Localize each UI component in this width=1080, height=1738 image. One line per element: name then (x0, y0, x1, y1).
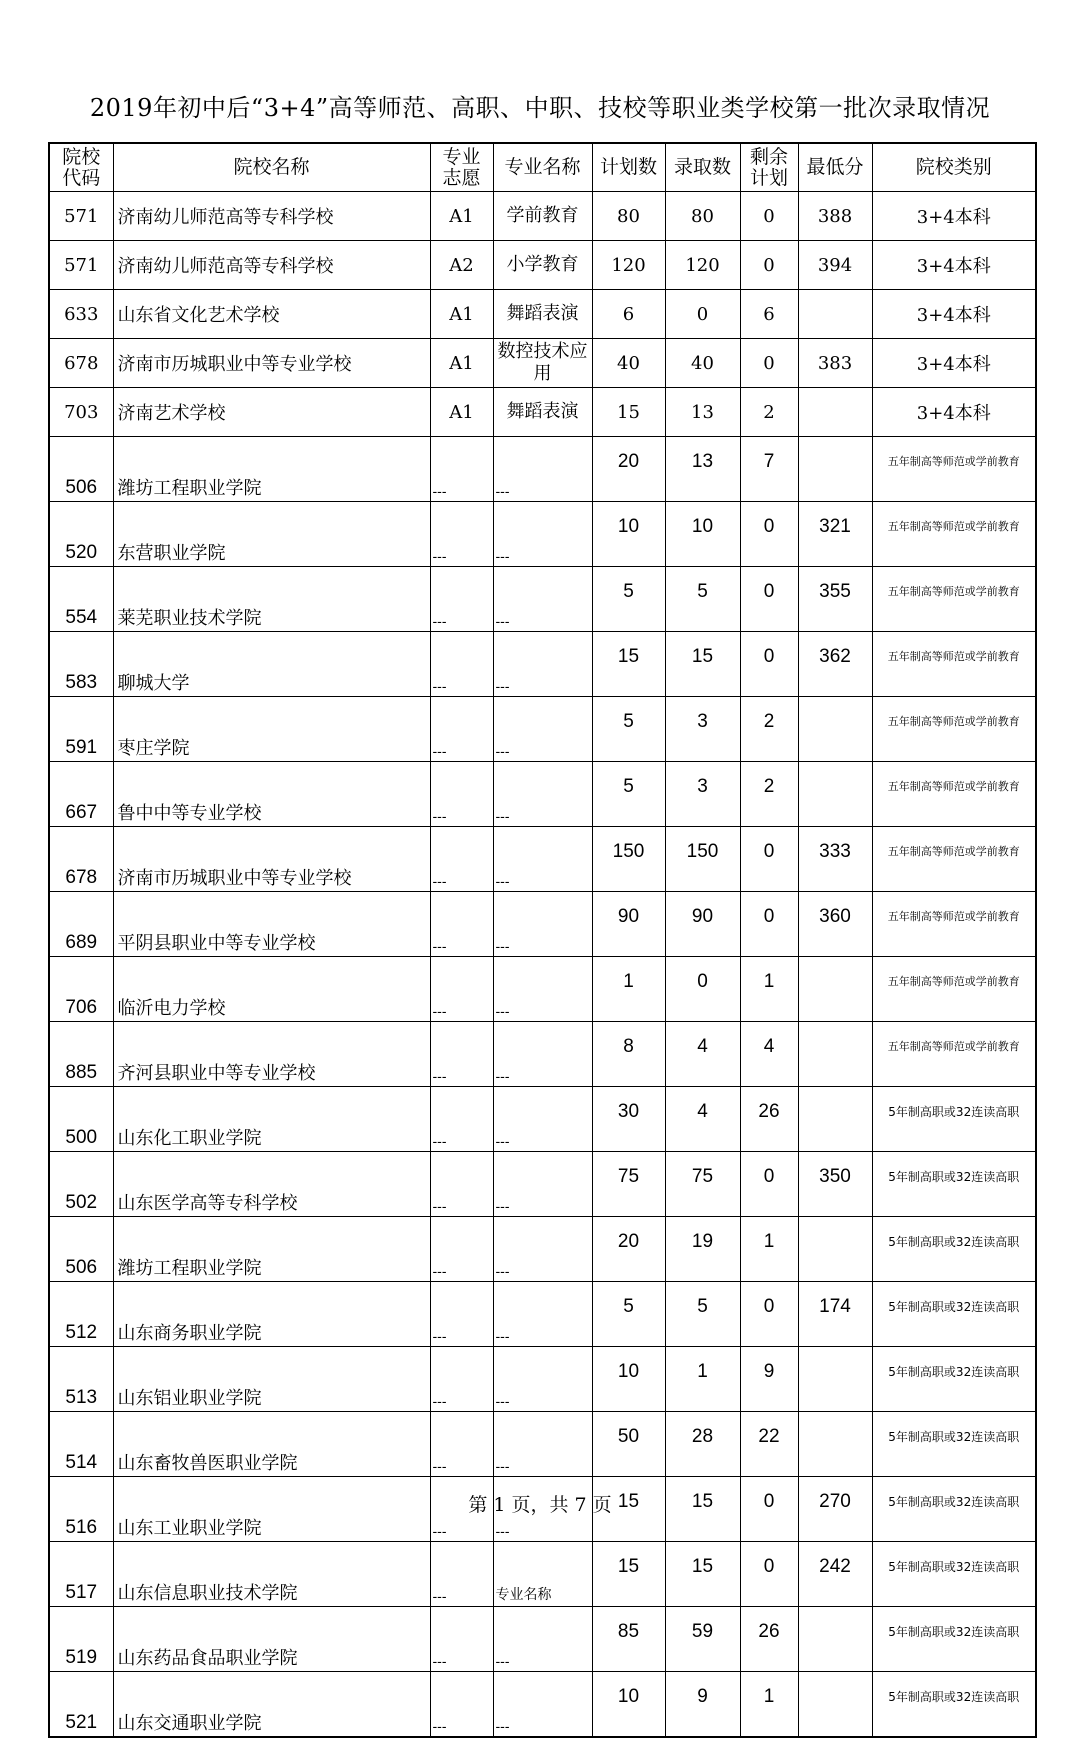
cell-admitted: 4 (665, 1087, 740, 1152)
cell-category: 3+4本科 (872, 241, 1036, 290)
cell-min-score: 270 (798, 1477, 872, 1542)
cell-min-score (798, 957, 872, 1022)
cell-code: 514 (49, 1412, 113, 1477)
cell-code: 703 (49, 388, 113, 437)
cell-school-name: 山东医学高等专科学校 (113, 1152, 430, 1217)
cell-min-score (798, 1412, 872, 1477)
cell-category: 3+4本科 (872, 388, 1036, 437)
cell-plan: 15 (592, 632, 665, 697)
cell-category: 五年制高等师范或学前教育 (872, 632, 1036, 697)
cell-min-score (798, 1672, 872, 1738)
cell-category: 五年制高等师范或学前教育 (872, 697, 1036, 762)
table-row (49, 1347, 1036, 1412)
cell-major: --- (493, 1152, 592, 1217)
cell-min-score: 360 (798, 892, 872, 957)
cell-school-name: 山东省文化艺术学校 (113, 290, 430, 339)
cell-school-name: 济南幼儿师范高等专科学校 (113, 241, 430, 290)
cell-remaining: 22 (740, 1412, 798, 1477)
cell-admitted: 120 (665, 241, 740, 290)
cell-min-score: 355 (798, 567, 872, 632)
cell-plan: 10 (592, 1672, 665, 1738)
cell-admitted: 5 (665, 1282, 740, 1347)
cell-volunteer: --- (430, 437, 493, 502)
cell-volunteer: A2 (430, 241, 493, 290)
table-row (49, 1217, 1036, 1282)
cell-category: 五年制高等师范或学前教育 (872, 437, 1036, 502)
cell-min-score (798, 762, 872, 827)
table-row (49, 1282, 1036, 1347)
cell-code: 512 (49, 1282, 113, 1347)
cell-school-name: 平阴县职业中等专业学校 (113, 892, 430, 957)
cell-remaining: 2 (740, 762, 798, 827)
cell-school-name: 山东铝业职业学院 (113, 1347, 430, 1412)
cell-admitted: 59 (665, 1607, 740, 1672)
cell-code: 554 (49, 567, 113, 632)
header-min-score: 最低分 (798, 143, 872, 192)
cell-category: 五年制高等师范或学前教育 (872, 827, 1036, 892)
cell-remaining: 1 (740, 1672, 798, 1738)
cell-major: --- (493, 1412, 592, 1477)
cell-major: 学前教育 (493, 192, 592, 241)
cell-admitted: 19 (665, 1217, 740, 1282)
cell-volunteer: --- (430, 1087, 493, 1152)
cell-code: 513 (49, 1347, 113, 1412)
header-name: 院校名称 (113, 143, 430, 192)
cell-code: 521 (49, 1672, 113, 1738)
cell-volunteer: --- (430, 1607, 493, 1672)
cell-plan: 5 (592, 1282, 665, 1347)
cell-remaining: 4 (740, 1022, 798, 1087)
cell-plan: 90 (592, 892, 665, 957)
cell-school-name: 济南市历城职业中等专业学校 (113, 339, 430, 388)
header-volunteer: 专业志愿 (430, 143, 493, 192)
cell-plan: 85 (592, 1607, 665, 1672)
cell-school-name: 济南幼儿师范高等专科学校 (113, 192, 430, 241)
table-row (49, 339, 1036, 388)
table-row (49, 632, 1036, 697)
cell-category: 5年制高职或32连读高职 (872, 1087, 1036, 1152)
cell-min-score: 333 (798, 827, 872, 892)
cell-plan: 30 (592, 1087, 665, 1152)
cell-category: 5年制高职或32连读高职 (872, 1217, 1036, 1282)
cell-volunteer: --- (430, 892, 493, 957)
page-title: 2019年初中后“3+4”高等师范、高职、中职、技校等职业类学校第一批次录取情况 (89, 94, 991, 122)
cell-major: --- (493, 957, 592, 1022)
cell-code: 506 (49, 437, 113, 502)
cell-category: 5年制高职或32连读高职 (872, 1282, 1036, 1347)
cell-category: 5年制高职或32连读高职 (872, 1347, 1036, 1412)
table-row (49, 290, 1036, 339)
cell-category: 五年制高等师范或学前教育 (872, 567, 1036, 632)
cell-remaining: 26 (740, 1087, 798, 1152)
cell-min-score (798, 1607, 872, 1672)
cell-code: 517 (49, 1542, 113, 1607)
cell-admitted: 1 (665, 1347, 740, 1412)
cell-remaining: 2 (740, 697, 798, 762)
cell-major: --- (493, 1282, 592, 1347)
cell-major: --- (493, 1477, 592, 1542)
cell-plan: 5 (592, 762, 665, 827)
cell-min-score: 394 (798, 241, 872, 290)
cell-remaining: 1 (740, 957, 798, 1022)
cell-volunteer: --- (430, 762, 493, 827)
cell-remaining: 0 (740, 339, 798, 388)
cell-volunteer: --- (430, 1347, 493, 1412)
cell-remaining: 26 (740, 1607, 798, 1672)
cell-category: 5年制高职或32连读高职 (872, 1542, 1036, 1607)
cell-min-score (798, 697, 872, 762)
cell-plan: 15 (592, 1542, 665, 1607)
cell-plan: 10 (592, 1347, 665, 1412)
cell-school-name: 鲁中中等专业学校 (113, 762, 430, 827)
cell-code: 678 (49, 339, 113, 388)
cell-volunteer: --- (430, 1477, 493, 1542)
cell-major: 数控技术应用 (493, 339, 592, 388)
cell-major: 专业名称 (493, 1542, 592, 1607)
cell-major: --- (493, 892, 592, 957)
cell-code: 502 (49, 1152, 113, 1217)
table-row (49, 892, 1036, 957)
cell-admitted: 15 (665, 1477, 740, 1542)
cell-category: 五年制高等师范或学前教育 (872, 762, 1036, 827)
cell-school-name: 枣庄学院 (113, 697, 430, 762)
cell-category: 五年制高等师范或学前教育 (872, 957, 1036, 1022)
cell-plan: 6 (592, 290, 665, 339)
header-code: 院校代码 (49, 143, 113, 192)
table-row (49, 1087, 1036, 1152)
cell-plan: 75 (592, 1152, 665, 1217)
cell-admitted: 28 (665, 1412, 740, 1477)
cell-category: 5年制高职或32连读高职 (872, 1412, 1036, 1477)
header-remaining: 剩余计划 (740, 143, 798, 192)
cell-school-name: 潍坊工程职业学院 (113, 1217, 430, 1282)
cell-min-score: 388 (798, 192, 872, 241)
cell-volunteer: --- (430, 957, 493, 1022)
table-row (49, 388, 1036, 437)
cell-category: 五年制高等师范或学前教育 (872, 892, 1036, 957)
cell-min-score: 362 (798, 632, 872, 697)
cell-code: 667 (49, 762, 113, 827)
cell-min-score: 321 (798, 502, 872, 567)
cell-plan: 120 (592, 241, 665, 290)
table-row (49, 192, 1036, 241)
cell-volunteer: A1 (430, 192, 493, 241)
cell-plan: 8 (592, 1022, 665, 1087)
cell-major: --- (493, 762, 592, 827)
cell-school-name: 山东商务职业学院 (113, 1282, 430, 1347)
cell-major: --- (493, 567, 592, 632)
cell-major: --- (493, 1022, 592, 1087)
cell-min-score (798, 1217, 872, 1282)
cell-category: 3+4本科 (872, 192, 1036, 241)
cell-school-name: 济南艺术学校 (113, 388, 430, 437)
cell-min-score (798, 290, 872, 339)
cell-admitted: 80 (665, 192, 740, 241)
cell-volunteer: --- (430, 1672, 493, 1738)
cell-min-score (798, 1347, 872, 1412)
cell-code: 519 (49, 1607, 113, 1672)
cell-school-name: 山东交通职业学院 (113, 1672, 430, 1738)
cell-volunteer: --- (430, 1412, 493, 1477)
cell-plan: 80 (592, 192, 665, 241)
cell-plan: 15 (592, 1477, 665, 1542)
cell-remaining: 0 (740, 1282, 798, 1347)
cell-volunteer: --- (430, 1217, 493, 1282)
cell-plan: 40 (592, 339, 665, 388)
cell-major: --- (493, 1347, 592, 1412)
header-major: 专业名称 (493, 143, 592, 192)
cell-admitted: 0 (665, 290, 740, 339)
cell-remaining: 2 (740, 388, 798, 437)
cell-volunteer: --- (430, 1022, 493, 1087)
cell-admitted: 150 (665, 827, 740, 892)
cell-code: 500 (49, 1087, 113, 1152)
cell-remaining: 0 (740, 1542, 798, 1607)
cell-code: 706 (49, 957, 113, 1022)
cell-volunteer: --- (430, 502, 493, 567)
cell-volunteer: --- (430, 567, 493, 632)
cell-remaining: 0 (740, 632, 798, 697)
cell-admitted: 10 (665, 502, 740, 567)
cell-category: 五年制高等师范或学前教育 (872, 1022, 1036, 1087)
table-row (49, 762, 1036, 827)
cell-volunteer: --- (430, 1282, 493, 1347)
table-row (49, 1022, 1036, 1087)
cell-school-name: 山东畜牧兽医职业学院 (113, 1412, 430, 1477)
cell-code: 571 (49, 192, 113, 241)
table-row (49, 957, 1036, 1022)
cell-volunteer: --- (430, 1542, 493, 1607)
cell-major: --- (493, 1087, 592, 1152)
table-row (49, 697, 1036, 762)
cell-major: --- (493, 1217, 592, 1282)
cell-volunteer: A1 (430, 290, 493, 339)
cell-major: 舞蹈表演 (493, 290, 592, 339)
cell-admitted: 0 (665, 957, 740, 1022)
cell-volunteer: --- (430, 1152, 493, 1217)
cell-remaining: 0 (740, 192, 798, 241)
cell-code: 689 (49, 892, 113, 957)
cell-admitted: 15 (665, 632, 740, 697)
cell-plan: 1 (592, 957, 665, 1022)
cell-admitted: 75 (665, 1152, 740, 1217)
cell-admitted: 5 (665, 567, 740, 632)
cell-school-name: 山东工业职业学院 (113, 1477, 430, 1542)
cell-admitted: 40 (665, 339, 740, 388)
cell-school-name: 莱芜职业技术学院 (113, 567, 430, 632)
table-row (49, 827, 1036, 892)
cell-plan: 10 (592, 502, 665, 567)
cell-admitted: 3 (665, 762, 740, 827)
table-header-row (49, 143, 1036, 192)
cell-major: --- (493, 1672, 592, 1738)
cell-min-score: 242 (798, 1542, 872, 1607)
cell-plan: 15 (592, 388, 665, 437)
cell-admitted: 15 (665, 1542, 740, 1607)
header-admitted: 录取数 (665, 143, 740, 192)
cell-school-name: 潍坊工程职业学院 (113, 437, 430, 502)
cell-remaining: 0 (740, 1152, 798, 1217)
header-category: 院校类别 (872, 143, 1036, 192)
cell-code: 516 (49, 1477, 113, 1542)
cell-min-score (798, 437, 872, 502)
cell-code: 571 (49, 241, 113, 290)
cell-remaining: 0 (740, 502, 798, 567)
table-row (49, 437, 1036, 502)
cell-code: 885 (49, 1022, 113, 1087)
cell-category: 五年制高等师范或学前教育 (872, 502, 1036, 567)
cell-remaining: 0 (740, 827, 798, 892)
cell-category: 5年制高职或32连读高职 (872, 1477, 1036, 1542)
cell-code: 591 (49, 697, 113, 762)
cell-major: --- (493, 437, 592, 502)
cell-school-name: 山东药品食品职业学院 (113, 1607, 430, 1672)
cell-admitted: 90 (665, 892, 740, 957)
cell-volunteer: --- (430, 697, 493, 762)
cell-major: 舞蹈表演 (493, 388, 592, 437)
cell-school-name: 齐河县职业中等专业学校 (113, 1022, 430, 1087)
cell-min-score (798, 1087, 872, 1152)
cell-plan: 150 (592, 827, 665, 892)
cell-min-score: 383 (798, 339, 872, 388)
table-row (49, 502, 1036, 567)
cell-code: 678 (49, 827, 113, 892)
cell-remaining: 0 (740, 241, 798, 290)
table-row (49, 1152, 1036, 1217)
cell-min-score: 350 (798, 1152, 872, 1217)
cell-volunteer: --- (430, 632, 493, 697)
cell-admitted: 9 (665, 1672, 740, 1738)
cell-school-name: 临沂电力学校 (113, 957, 430, 1022)
cell-remaining: 0 (740, 892, 798, 957)
cell-major: --- (493, 1607, 592, 1672)
cell-major: --- (493, 502, 592, 567)
cell-admitted: 13 (665, 388, 740, 437)
cell-plan: 5 (592, 697, 665, 762)
table-row (49, 1607, 1036, 1672)
cell-category: 5年制高职或32连读高职 (872, 1672, 1036, 1738)
table-row (49, 1542, 1036, 1607)
cell-major: --- (493, 697, 592, 762)
cell-school-name: 聊城大学 (113, 632, 430, 697)
cell-school-name: 东营职业学院 (113, 502, 430, 567)
cell-category: 3+4本科 (872, 290, 1036, 339)
cell-min-score: 174 (798, 1282, 872, 1347)
cell-school-name: 山东信息职业技术学院 (113, 1542, 430, 1607)
cell-volunteer: --- (430, 827, 493, 892)
table-row (49, 241, 1036, 290)
cell-major: --- (493, 827, 592, 892)
cell-remaining: 7 (740, 437, 798, 502)
cell-category: 5年制高职或32连读高职 (872, 1152, 1036, 1217)
cell-code: 520 (49, 502, 113, 567)
cell-plan: 20 (592, 437, 665, 502)
cell-remaining: 1 (740, 1217, 798, 1282)
cell-school-name: 山东化工职业学院 (113, 1087, 430, 1152)
cell-major: --- (493, 632, 592, 697)
cell-min-score (798, 1022, 872, 1087)
cell-category: 5年制高职或32连读高职 (872, 1607, 1036, 1672)
cell-remaining: 9 (740, 1347, 798, 1412)
cell-remaining: 0 (740, 567, 798, 632)
table-row (49, 1672, 1036, 1738)
cell-volunteer: A1 (430, 388, 493, 437)
cell-plan: 20 (592, 1217, 665, 1282)
cell-remaining: 0 (740, 1477, 798, 1542)
cell-plan: 5 (592, 567, 665, 632)
page-footer: 第 1 页，共 7 页 (468, 1494, 612, 1516)
cell-code: 506 (49, 1217, 113, 1282)
table-row (49, 567, 1036, 632)
cell-code: 583 (49, 632, 113, 697)
cell-category: 3+4本科 (872, 339, 1036, 388)
cell-admitted: 4 (665, 1022, 740, 1087)
cell-min-score (798, 388, 872, 437)
cell-admitted: 13 (665, 437, 740, 502)
cell-major: 小学教育 (493, 241, 592, 290)
header-plan: 计划数 (592, 143, 665, 192)
cell-plan: 50 (592, 1412, 665, 1477)
table-row (49, 1412, 1036, 1477)
cell-code: 633 (49, 290, 113, 339)
cell-remaining: 6 (740, 290, 798, 339)
cell-school-name: 济南市历城职业中等专业学校 (113, 827, 430, 892)
cell-admitted: 3 (665, 697, 740, 762)
cell-volunteer: A1 (430, 339, 493, 388)
